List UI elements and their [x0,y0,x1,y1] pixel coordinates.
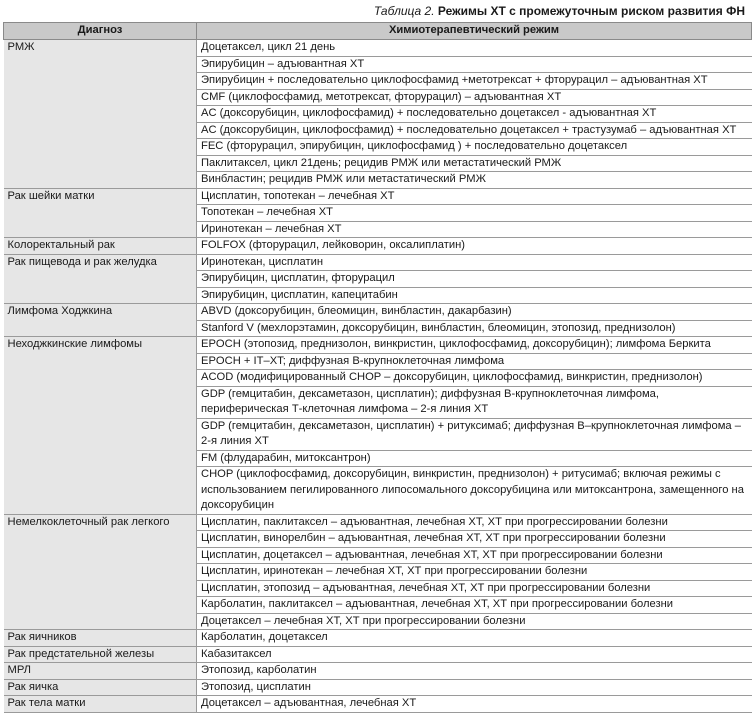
table-row [4,630,752,647]
regimen-cell: Эпирубицин – адъювантная ХТ [197,56,752,73]
regimen-cell: GDP (гемцитабин, дексаметазон, цисплатин) + ритуксимаб; диффузная B–крупноклеточная лимфома – 2-я линия ХТ [197,418,752,450]
regimen-cell: EPOCH + IT–XT; диффузная B-крупноклеточная лимфома [197,353,752,370]
table-row [4,646,752,663]
regimens-table [3,22,752,713]
regimen-cell: Карболатин, доцетаксел [197,630,752,647]
table-caption [0,0,753,16]
regimen-cell: Эпирубицин, цисплатин, капецитабин [197,287,752,304]
table-row [4,238,752,255]
diagnosis-cell: Неходжкинские лимфомы [4,337,197,515]
table-row [4,188,752,205]
table-row [4,337,752,354]
regimen-cell: Доцетаксел – лечебная ХТ, ХТ при прогрессировании болезни [197,613,752,630]
regimen-cell: Иринотекан – лечебная ХТ [197,221,752,238]
regimen-cell: Доцетаксел – адъювантная, лечебная ХТ [197,696,752,713]
regimen-cell: ABVD (доксорубицин, блеомицин, винбластин, дакарбазин) [197,304,752,321]
regimen-cell: Stanford V (мехлорэтамин, доксорубицин, винбластин, блеомицин, этопозид, преднизолон) [197,320,752,337]
regimen-cell: FM (флударабин, митоксантрон) [197,450,752,467]
regimen-cell: Кабазитаксел [197,646,752,663]
caption-prefix: Таблица 2. [373,4,435,18]
column-header-regimen: Химиотерапевтический режим [197,23,752,40]
regimen-cell: Цисплатин, винорелбин – адъювантная, лечебная ХТ, ХТ при прогрессировании болезни [197,531,752,548]
table-row [4,696,752,713]
regimen-cell: Цисплатин, этопозид – адъювантная, лечебная ХТ, ХТ при прогрессировании болезни [197,580,752,597]
table-row [4,254,752,271]
table-row [4,304,752,321]
regimen-cell: Цисплатин, паклитаксел – адъювантная, лечебная ХТ, ХТ при прогрессировании болезни [197,514,752,531]
table-row [4,663,752,680]
caption-title: Режимы ХТ с промежуточным риском развития ФН [437,4,745,18]
regimen-cell: Карболатин, паклитаксел – адъювантная, лечебная ХТ, ХТ при прогрессировании болезни [197,597,752,614]
table-row [4,40,752,57]
regimen-cell: Цисплатин, иринотекан – лечебная ХТ, ХТ при прогрессировании болезни [197,564,752,581]
diagnosis-cell: Рак яичников [4,630,197,647]
regimen-cell: AC (доксорубицин, циклофосфамид) + последовательно доцетаксел - адъювантная ХТ [197,106,752,123]
diagnosis-cell: Рак тела матки [4,696,197,713]
diagnosis-cell: Лимфома Ходжкина [4,304,197,337]
regimen-cell: Цисплатин, топотекан – лечебная ХТ [197,188,752,205]
regimen-cell: Этопозид, карболатин [197,663,752,680]
diagnosis-cell: Рак предстательной железы [4,646,197,663]
diagnosis-cell: РМЖ [4,40,197,189]
table-body [4,40,752,713]
regimen-cell: Эпирубицин, цисплатин, фторурацил [197,271,752,288]
table-row [4,514,752,531]
regimen-cell: Доцетаксел, цикл 21 день [197,40,752,57]
diagnosis-cell: Рак пищевода и рак желудка [4,254,197,304]
diagnosis-cell: Колоректальный рак [4,238,197,255]
regimen-cell: CHOP (циклофосфамид, доксорубицин, винкристин, преднизолон) + ритусимаб; включая режимы с использованием пегилированного липосомального доксорубицина или митоксантрона, замещенного на доксорубицин [197,467,752,515]
regimen-cell: Цисплатин, доцетаксел – адъювантная, лечебная ХТ, ХТ при прогрессировании болезни [197,547,752,564]
column-header-diagnosis: Диагноз [4,23,197,40]
regimen-cell: Винбластин; рецидив РМЖ или метастатический РМЖ [197,172,752,189]
regimen-cell: FEC (фторурацил, эпирубицин, циклофосфамид ) + последовательно доцетаксел [197,139,752,156]
regimen-cell: CMF (циклофосфамид, метотрексат, фторурацил) – адъювантная ХТ [197,89,752,106]
table-row [4,679,752,696]
diagnosis-cell: МРЛ [4,663,197,680]
regimen-cell: AC (доксорубицин, циклофосфамид) + последовательно доцетаксел + трастузумаб – адъювантная ХТ [197,122,752,139]
regimen-cell: GDP (гемцитабин, дексаметазон, цисплатин); диффузная B-крупноклеточная лимфома, периферическая Т-клеточная лимфома – 2-я линия ХТ [197,386,752,418]
diagnosis-cell: Немелкоклеточный рак легкого [4,514,197,630]
diagnosis-cell: Рак яичка [4,679,197,696]
regimen-cell: Иринотекан, цисплатин [197,254,752,271]
table-header-row [4,23,752,40]
regimen-cell: FOLFOX (фторурацил, лейковорин, оксалиплатин) [197,238,752,255]
regimen-cell: Этопозид, цисплатин [197,679,752,696]
regimen-cell: Эпирубицин + последовательно циклофосфамид +метотрексат + фторурацил – адъювантная ХТ [197,73,752,90]
regimen-cell: Топотекан – лечебная ХТ [197,205,752,222]
diagnosis-cell: Рак шейки матки [4,188,197,238]
regimen-cell: EPOCH (этопозид, преднизолон, винкристин, циклофосфамид, доксорубицин); лимфома Беркита [197,337,752,354]
regimen-cell: Паклитаксел, цикл 21день; рецидив РМЖ или метастатический РМЖ [197,155,752,172]
regimen-cell: ACOD (модифицированный CHOP – доксорубицин, циклофосфамид, винкристин, преднизолон) [197,370,752,387]
